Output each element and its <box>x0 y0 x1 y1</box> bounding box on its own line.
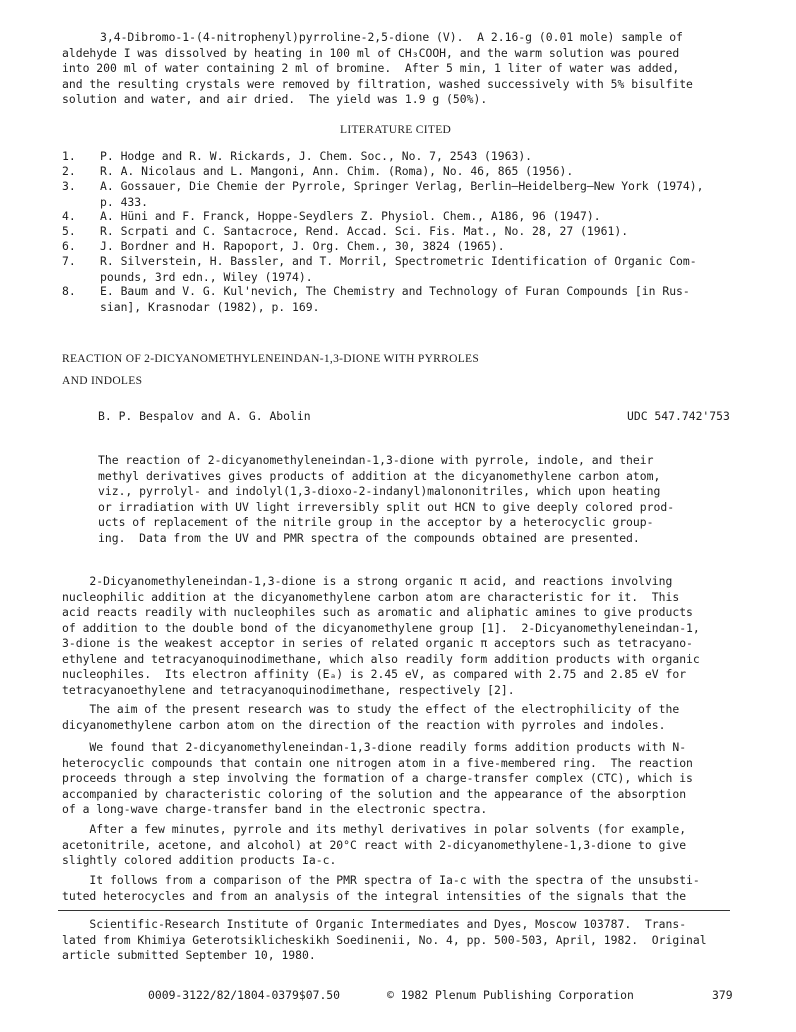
abstract-line: or irradiation with UV light irreversibly split out HCN to give deeply colored prod- <box>98 499 675 514</box>
text-line: aldehyde I was dissolved by heating in 100 ml of CH₃COOH, and the warm solution was poured <box>62 45 680 60</box>
text-line: 3,4-Dibromo-1-(4-nitrophenyl)pyrroline-2,5-dione (V). A 2.16-g (0.01 mole) sample of <box>100 30 683 44</box>
text-line: and the resulting crystals were removed by filtration, washed successively with 5% bisulfite <box>62 76 693 91</box>
abstract <box>98 453 674 546</box>
reference-number: 7. <box>62 254 76 268</box>
abstract-line: viz., pyrrolyl- and indolyl(1,3-dioxo-2-indanyl)malononitriles, which upon heating <box>98 484 661 498</box>
text-line: into 200 ml of water containing 2 ml of bromine. After 5 min, 1 liter of water was added, <box>62 61 680 75</box>
body-line: of addition to the double bond of the dicyanomethylene group [1]. 2-Dicyanomethyleneindan-1, <box>62 620 700 635</box>
body-paragraph <box>62 740 693 818</box>
body-line: nucleophilic addition at the dicyanomethylene carbon atom are characteristic for it. This <box>62 589 680 604</box>
article-title: REACTION OF 2-DICYANOMETHYLENEINDAN-1,3-DIONE WITH PYRROLES <box>62 353 480 365</box>
body-line: tuted heterocycles and from an analysis of the integral intensities of the signals that the <box>62 888 687 903</box>
footnote-divider <box>58 910 730 911</box>
body-line: accompanied by characteristic coloring of the solution and the appearance of the absorption <box>62 786 687 801</box>
reference-number: 3. <box>62 179 76 193</box>
reference-text: A. Gossauer, Die Chemie der Pyrrole, Springer Verlag, Berlin—Heidelberg—New York (1974), <box>100 179 704 193</box>
literature-cited-heading: LITERATURE CITED <box>340 124 452 136</box>
body-line: 2-Dicyanomethyleneindan-1,3-dione is a strong organic π acid, and reactions involving <box>62 574 673 588</box>
body-paragraph <box>62 702 679 733</box>
footnote-line: Scientific-Research Institute of Organic Intermediates and Dyes, Moscow 103787. Trans- <box>62 917 687 931</box>
abstract-line: The reaction of 2-dicyanomethyleneindan-1,3-dione with pyrrole, indole, and their <box>98 453 654 467</box>
abstract-line: methyl derivatives gives products of addition at the dicyanomethylene carbon atom, <box>98 468 661 483</box>
reference-text: R. Silverstein, H. Bassler, and T. Morril, Spectrometric Identification of Organic Com- <box>100 254 697 268</box>
article-title-continued: AND INDOLES <box>62 375 143 387</box>
reference-number: 2. <box>62 164 76 178</box>
reference-number: 1. <box>62 149 76 163</box>
text-line: solution and water, and air dried. The yield was 1.9 g (50%). <box>62 92 488 106</box>
udc-code: UDC 547.742'753 <box>627 409 730 423</box>
body-line: of a long-wave charge-transfer band in the electronic spectra. <box>62 802 488 816</box>
abstract-line: ing. Data from the UV and PMR spectra of the compounds obtained are presented. <box>98 530 640 545</box>
body-line: We found that 2-dicyanomethyleneindan-1,3-dione readily forms addition products with N- <box>62 740 687 754</box>
body-line: It follows from a comparison of the PMR spectra of Ia-c with the spectra of the unsubsti- <box>62 873 700 887</box>
experimental-paragraph <box>62 30 693 108</box>
body-line: proceeds through a step involving the formation of a charge-transfer complex (CTC), which is <box>62 771 693 785</box>
body-line: acid reacts readily with nucleophiles such as aromatic and aliphatic amines to give products <box>62 605 693 619</box>
body-paragraph <box>62 873 700 904</box>
reference-number: 5. <box>62 224 76 238</box>
body-line: The aim of the present research was to study the effect of the electrophilicity of the <box>62 702 680 716</box>
footnote-line: article submitted September 10, 1980. <box>62 948 316 962</box>
reference-text: A. Hüni and F. Franck, Hoppe-Seydlers Z. Physiol. Chem., A186, 96 (1947). <box>100 209 601 223</box>
reference-number: 8. <box>62 284 76 298</box>
reference-text: pounds, 3rd edn., Wiley (1974). <box>100 269 313 284</box>
body-line: acetonitrile, acetone, and alcohol) at 20°C react with 2-dicyanomethylene-1,3-dione to give <box>62 837 687 852</box>
reference-text: R. A. Nicolaus and L. Mangoni, Ann. Chim. (Roma), No. 46, 865 (1956). <box>100 164 574 178</box>
abstract-line: ucts of replacement of the nitrile group in the acceptor by a heterocyclic group- <box>98 515 654 529</box>
body-line: slightly colored addition products Ia-c. <box>62 853 337 867</box>
body-line: tetracyanoethylene and tetracyanoquinodimethane, respectively [2]. <box>62 682 515 697</box>
body-line: nucleophiles. Its electron affinity (Eₐ) is 2.45 eV, as compared with 2.75 and 2.85 eV for <box>62 667 687 681</box>
reference-text: R. Scrpati and C. Santacroce, Rend. Accad. Sci. Fis. Mat., No. 28, 27 (1961). <box>100 224 629 238</box>
body-line: ethylene and tetracyanoquinodimethane, which also readily form addition products with organic <box>62 651 700 666</box>
body-paragraph <box>62 574 700 698</box>
reference-text: p. 433. <box>100 194 149 209</box>
page-number: 379 <box>712 988 733 1002</box>
reference-text: sian], Krasnodar (1982), p. 169. <box>100 299 320 314</box>
body-line: After a few minutes, pyrrole and its methyl derivatives in polar solvents (for example, <box>62 822 687 836</box>
article-authors: B. P. Bespalov and A. G. Abolin <box>98 409 311 423</box>
article-code: 0009-3122/82/1804-0379$07.50 <box>148 988 341 1002</box>
reference-number: 6. <box>62 239 76 253</box>
reference-number: 4. <box>62 209 76 223</box>
reference-text: P. Hodge and R. W. Rickards, J. Chem. Soc., No. 7, 2543 (1963). <box>100 149 533 163</box>
body-line: dicyanomethylene carbon atom on the direction of the reaction with pyrroles and indoles. <box>62 717 666 732</box>
reference-text: E. Baum and V. G. Kul'nevich, The Chemistry and Technology of Furan Compounds [in Rus- <box>100 284 690 298</box>
copyright-notice: © 1982 Plenum Publishing Corporation <box>387 988 634 1002</box>
body-line: heterocyclic compounds that contain one nitrogen atom in a five-membered ring. The reaction <box>62 755 693 770</box>
reference-text: J. Bordner and H. Rapoport, J. Org. Chem., 30, 3824 (1965). <box>100 239 505 253</box>
body-line: 3-dione is the weakest acceptor in series of related organic π acceptors such as tetracyano- <box>62 636 693 650</box>
body-paragraph <box>62 822 686 869</box>
footnote <box>62 917 707 964</box>
footnote-line: lated from Khimiya Geterotsiklicheskikh Soedinenii, No. 4, pp. 500-503, April, 1982. Original <box>62 932 707 947</box>
